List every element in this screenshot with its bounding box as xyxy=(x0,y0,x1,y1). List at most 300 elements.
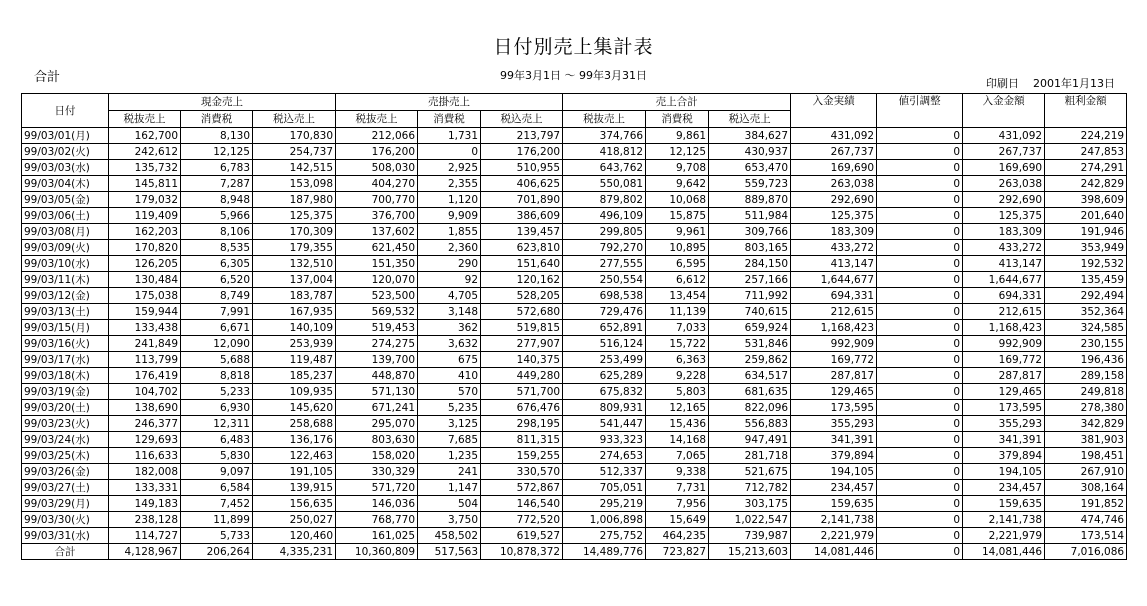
cell: 879,802 xyxy=(563,192,646,208)
cell: 384,627 xyxy=(709,128,791,144)
cell: 676,476 xyxy=(481,400,563,416)
cell: 167,935 xyxy=(253,304,336,320)
cell: 275,752 xyxy=(563,528,646,544)
cell: 324,585 xyxy=(1045,320,1127,336)
cell: 889,870 xyxy=(709,192,791,208)
cell: 109,935 xyxy=(253,384,336,400)
cell: 6,584 xyxy=(181,480,253,496)
cell: 330,570 xyxy=(481,464,563,480)
cell: 0 xyxy=(418,144,481,160)
cell: 151,640 xyxy=(481,256,563,272)
cell: 0 xyxy=(877,352,963,368)
cell: 1,644,677 xyxy=(791,272,877,288)
row-date: 99/03/12(金) xyxy=(22,288,109,304)
print-date-value: 2001年1月13日 xyxy=(1033,77,1115,90)
cell: 6,930 xyxy=(181,400,253,416)
cell: 187,980 xyxy=(253,192,336,208)
cell: 139,915 xyxy=(253,480,336,496)
cell: 253,939 xyxy=(253,336,336,352)
table-row xyxy=(22,160,1127,176)
cell: 212,066 xyxy=(336,128,418,144)
table-row xyxy=(22,416,1127,432)
cell: 406,625 xyxy=(481,176,563,192)
cell: 9,961 xyxy=(646,224,709,240)
cell: 7,033 xyxy=(646,320,709,336)
cell: 192,532 xyxy=(1045,256,1127,272)
cell: 3,632 xyxy=(418,336,481,352)
cell: 287,817 xyxy=(791,368,877,384)
cell: 0 xyxy=(877,288,963,304)
cell: 119,409 xyxy=(109,208,181,224)
cell: 161,025 xyxy=(336,528,418,544)
cell: 254,737 xyxy=(253,144,336,160)
header-discount: 値引調整 xyxy=(877,94,963,128)
table-row xyxy=(22,320,1127,336)
cell: 1,120 xyxy=(418,192,481,208)
cell: 242,612 xyxy=(109,144,181,160)
cell: 2,141,738 xyxy=(963,512,1045,528)
cell: 191,946 xyxy=(1045,224,1127,240)
cell: 308,164 xyxy=(1045,480,1127,496)
cell: 7,685 xyxy=(418,432,481,448)
row-date: 99/03/26(金) xyxy=(22,464,109,480)
cell: 341,391 xyxy=(963,432,1045,448)
cell: 0 xyxy=(877,208,963,224)
cell: 571,720 xyxy=(336,480,418,496)
cell: 386,609 xyxy=(481,208,563,224)
cell: 458,502 xyxy=(418,528,481,544)
cell: 379,894 xyxy=(791,448,877,464)
cell: 263,038 xyxy=(963,176,1045,192)
row-date: 99/03/18(木) xyxy=(22,368,109,384)
cell: 238,128 xyxy=(109,512,181,528)
cell: 7,065 xyxy=(646,448,709,464)
cell: 0 xyxy=(877,304,963,320)
cell: 284,150 xyxy=(709,256,791,272)
cell: 0 xyxy=(877,432,963,448)
period-range xyxy=(0,67,1147,83)
cell: 559,723 xyxy=(709,176,791,192)
cell: 295,219 xyxy=(563,496,646,512)
cell: 8,818 xyxy=(181,368,253,384)
cell: 413,147 xyxy=(963,256,1045,272)
table-row xyxy=(22,512,1127,528)
cell: 803,165 xyxy=(709,240,791,256)
cell: 11,139 xyxy=(646,304,709,320)
cell: 130,484 xyxy=(109,272,181,288)
header-credit-sales: 売掛売上 xyxy=(336,94,563,111)
cell: 0 xyxy=(877,192,963,208)
cell: 162,700 xyxy=(109,128,181,144)
row-date: 99/03/25(木) xyxy=(22,448,109,464)
row-date: 99/03/01(月) xyxy=(22,128,109,144)
cell: 12,090 xyxy=(181,336,253,352)
row-date: 99/03/29(月) xyxy=(22,496,109,512)
cell: 418,812 xyxy=(563,144,646,160)
cell: 5,235 xyxy=(418,400,481,416)
cell: 169,690 xyxy=(963,160,1045,176)
cell: 132,510 xyxy=(253,256,336,272)
cell: 947,491 xyxy=(709,432,791,448)
cell: 156,635 xyxy=(253,496,336,512)
cell: 355,293 xyxy=(963,416,1045,432)
row-date: 99/03/27(土) xyxy=(22,480,109,496)
cell: 352,364 xyxy=(1045,304,1127,320)
cell: 556,883 xyxy=(709,416,791,432)
row-date: 99/03/15(月) xyxy=(22,320,109,336)
cell: 137,602 xyxy=(336,224,418,240)
cell: 14,168 xyxy=(646,432,709,448)
cell: 125,375 xyxy=(963,208,1045,224)
cell: 5,233 xyxy=(181,384,253,400)
subheader-tax: 消費税 xyxy=(646,111,709,128)
print-date xyxy=(986,75,1115,91)
row-date: 99/03/02(火) xyxy=(22,144,109,160)
cell: 159,944 xyxy=(109,304,181,320)
cell: 5,803 xyxy=(646,384,709,400)
cell: 224,219 xyxy=(1045,128,1127,144)
cell: 517,563 xyxy=(418,544,481,560)
table-row xyxy=(22,400,1127,416)
cell: 120,460 xyxy=(253,528,336,544)
cell: 158,020 xyxy=(336,448,418,464)
cell: 12,165 xyxy=(646,400,709,416)
cell: 3,148 xyxy=(418,304,481,320)
cell: 277,555 xyxy=(563,256,646,272)
cell: 129,465 xyxy=(791,384,877,400)
sales-summary-table xyxy=(21,93,1127,560)
cell: 4,705 xyxy=(418,288,481,304)
cell: 139,700 xyxy=(336,352,418,368)
cell: 179,032 xyxy=(109,192,181,208)
cell: 249,818 xyxy=(1045,384,1127,400)
cell: 531,846 xyxy=(709,336,791,352)
cell: 341,391 xyxy=(791,432,877,448)
cell: 521,675 xyxy=(709,464,791,480)
cell: 2,141,738 xyxy=(791,512,877,528)
cell: 196,436 xyxy=(1045,352,1127,368)
cell: 292,494 xyxy=(1045,288,1127,304)
cell: 0 xyxy=(877,160,963,176)
cell: 431,092 xyxy=(963,128,1045,144)
cell: 0 xyxy=(877,128,963,144)
cell: 822,096 xyxy=(709,400,791,416)
cell: 162,203 xyxy=(109,224,181,240)
cell: 675,832 xyxy=(563,384,646,400)
period-separator: ～ xyxy=(564,69,576,82)
cell: 572,867 xyxy=(481,480,563,496)
table-row xyxy=(22,224,1127,240)
table-row xyxy=(22,240,1127,256)
cell: 234,457 xyxy=(791,480,877,496)
cell: 159,635 xyxy=(791,496,877,512)
cell: 246,377 xyxy=(109,416,181,432)
cell: 6,520 xyxy=(181,272,253,288)
header-total-sales: 売上合計 xyxy=(563,94,791,111)
cell: 194,105 xyxy=(963,464,1045,480)
cell: 0 xyxy=(877,240,963,256)
row-date: 99/03/08(月) xyxy=(22,224,109,240)
subheader-tax: 消費税 xyxy=(418,111,481,128)
cell: 213,797 xyxy=(481,128,563,144)
cell: 7,731 xyxy=(646,480,709,496)
cell: 355,293 xyxy=(791,416,877,432)
cell: 253,499 xyxy=(563,352,646,368)
cell: 571,130 xyxy=(336,384,418,400)
cell: 353,949 xyxy=(1045,240,1127,256)
cell: 126,205 xyxy=(109,256,181,272)
cell: 6,363 xyxy=(646,352,709,368)
cell: 621,450 xyxy=(336,240,418,256)
cell: 634,517 xyxy=(709,368,791,384)
cell: 14,081,446 xyxy=(791,544,877,560)
cell: 133,331 xyxy=(109,480,181,496)
cell: 0 xyxy=(877,448,963,464)
cell: 191,852 xyxy=(1045,496,1127,512)
cell: 257,166 xyxy=(709,272,791,288)
row-date: 99/03/30(火) xyxy=(22,512,109,528)
cell: 140,109 xyxy=(253,320,336,336)
cell: 768,770 xyxy=(336,512,418,528)
cell: 173,595 xyxy=(791,400,877,416)
cell: 4,335,231 xyxy=(253,544,336,560)
table-row xyxy=(22,368,1127,384)
subheader-pretax: 税抜売上 xyxy=(336,111,418,128)
cell: 381,903 xyxy=(1045,432,1127,448)
cell: 0 xyxy=(877,176,963,192)
cell: 7,452 xyxy=(181,496,253,512)
cell: 206,264 xyxy=(181,544,253,560)
cell: 212,615 xyxy=(791,304,877,320)
cell: 6,783 xyxy=(181,160,253,176)
cell: 653,470 xyxy=(709,160,791,176)
cell: 92 xyxy=(418,272,481,288)
cell: 267,910 xyxy=(1045,464,1127,480)
cell: 2,221,979 xyxy=(963,528,1045,544)
cell: 182,008 xyxy=(109,464,181,480)
cell: 169,772 xyxy=(963,352,1045,368)
header-gross-profit: 粗利金額 xyxy=(1045,94,1127,128)
table-row xyxy=(22,384,1127,400)
cell: 496,109 xyxy=(563,208,646,224)
cell: 550,081 xyxy=(563,176,646,192)
cell: 569,532 xyxy=(336,304,418,320)
row-date: 99/03/09(火) xyxy=(22,240,109,256)
row-date: 99/03/10(水) xyxy=(22,256,109,272)
cell: 14,081,446 xyxy=(963,544,1045,560)
cell: 623,810 xyxy=(481,240,563,256)
cell: 671,241 xyxy=(336,400,418,416)
table-row xyxy=(22,288,1127,304)
cell: 675 xyxy=(418,352,481,368)
cell: 137,004 xyxy=(253,272,336,288)
cell: 4,128,967 xyxy=(109,544,181,560)
cell: 241,849 xyxy=(109,336,181,352)
row-date: 99/03/17(水) xyxy=(22,352,109,368)
scope-label: 合計 xyxy=(34,70,61,85)
cell: 10,360,809 xyxy=(336,544,418,560)
table-row xyxy=(22,192,1127,208)
cell: 711,992 xyxy=(709,288,791,304)
cell: 8,535 xyxy=(181,240,253,256)
cell: 12,125 xyxy=(181,144,253,160)
cell: 619,527 xyxy=(481,528,563,544)
cell: 116,633 xyxy=(109,448,181,464)
cell: 1,147 xyxy=(418,480,481,496)
cell: 287,817 xyxy=(963,368,1045,384)
cell: 6,305 xyxy=(181,256,253,272)
subheader-tax: 消費税 xyxy=(181,111,253,128)
cell: 14,489,776 xyxy=(563,544,646,560)
cell: 1,168,423 xyxy=(963,320,1045,336)
cell: 379,894 xyxy=(963,448,1045,464)
cell: 274,275 xyxy=(336,336,418,352)
row-date: 99/03/24(水) xyxy=(22,432,109,448)
cell: 0 xyxy=(877,400,963,416)
cell: 185,237 xyxy=(253,368,336,384)
cell: 277,907 xyxy=(481,336,563,352)
cell: 8,749 xyxy=(181,288,253,304)
cell: 274,653 xyxy=(563,448,646,464)
cell: 376,700 xyxy=(336,208,418,224)
table-row xyxy=(22,272,1127,288)
cell: 15,875 xyxy=(646,208,709,224)
row-date: 99/03/31(水) xyxy=(22,528,109,544)
cell: 504 xyxy=(418,496,481,512)
cell: 170,830 xyxy=(253,128,336,144)
header-cash-sales: 現金売上 xyxy=(109,94,336,111)
cell: 135,732 xyxy=(109,160,181,176)
cell: 2,221,979 xyxy=(791,528,877,544)
cell: 6,595 xyxy=(646,256,709,272)
subheader-taxincl: 税込売上 xyxy=(709,111,791,128)
cell: 3,125 xyxy=(418,416,481,432)
cell: 0 xyxy=(877,464,963,480)
cell: 413,147 xyxy=(791,256,877,272)
cell: 0 xyxy=(877,528,963,544)
cell: 694,331 xyxy=(791,288,877,304)
table-row xyxy=(22,496,1127,512)
cell: 198,451 xyxy=(1045,448,1127,464)
cell: 698,538 xyxy=(563,288,646,304)
cell: 0 xyxy=(877,384,963,400)
table-row xyxy=(22,352,1127,368)
cell: 258,688 xyxy=(253,416,336,432)
cell: 153,098 xyxy=(253,176,336,192)
cell: 149,183 xyxy=(109,496,181,512)
cell: 179,355 xyxy=(253,240,336,256)
cell: 516,124 xyxy=(563,336,646,352)
period-to: 99年3月31日 xyxy=(579,69,647,82)
cell: 274,291 xyxy=(1045,160,1127,176)
cell: 572,680 xyxy=(481,304,563,320)
cell: 299,805 xyxy=(563,224,646,240)
cell: 139,457 xyxy=(481,224,563,240)
cell: 809,931 xyxy=(563,400,646,416)
cell: 10,068 xyxy=(646,192,709,208)
cell: 528,205 xyxy=(481,288,563,304)
table-body xyxy=(22,128,1127,544)
cell: 8,130 xyxy=(181,128,253,144)
cell: 681,635 xyxy=(709,384,791,400)
cell: 0 xyxy=(877,368,963,384)
cell: 330,329 xyxy=(336,464,418,480)
table-row xyxy=(22,480,1127,496)
table-row xyxy=(22,464,1127,480)
cell: 120,162 xyxy=(481,272,563,288)
row-date: 99/03/23(火) xyxy=(22,416,109,432)
cell: 13,454 xyxy=(646,288,709,304)
table-row xyxy=(22,176,1127,192)
table-row xyxy=(22,448,1127,464)
cell: 1,235 xyxy=(418,448,481,464)
cell: 113,799 xyxy=(109,352,181,368)
header-deposit-amount: 入金金額 xyxy=(963,94,1045,128)
cell: 170,309 xyxy=(253,224,336,240)
cell: 7,991 xyxy=(181,304,253,320)
cell: 122,463 xyxy=(253,448,336,464)
cell: 140,375 xyxy=(481,352,563,368)
cell: 303,175 xyxy=(709,496,791,512)
cell: 0 xyxy=(877,336,963,352)
cell: 398,609 xyxy=(1045,192,1127,208)
cell: 712,782 xyxy=(709,480,791,496)
cell: 263,038 xyxy=(791,176,877,192)
cell: 114,727 xyxy=(109,528,181,544)
period-from: 99年3月1日 xyxy=(500,69,561,82)
cell: 292,690 xyxy=(963,192,1045,208)
cell: 151,350 xyxy=(336,256,418,272)
row-date: 99/03/20(土) xyxy=(22,400,109,416)
cell: 146,036 xyxy=(336,496,418,512)
cell: 0 xyxy=(877,544,963,560)
cell: 570 xyxy=(418,384,481,400)
cell: 811,315 xyxy=(481,432,563,448)
cell: 250,027 xyxy=(253,512,336,528)
table-row xyxy=(22,256,1127,272)
cell: 135,459 xyxy=(1045,272,1127,288)
cell: 625,289 xyxy=(563,368,646,384)
cell: 120,070 xyxy=(336,272,418,288)
table-row xyxy=(22,336,1127,352)
cell: 289,158 xyxy=(1045,368,1127,384)
cell: 992,909 xyxy=(963,336,1045,352)
cell: 992,909 xyxy=(791,336,877,352)
cell: 247,853 xyxy=(1045,144,1127,160)
cell: 10,895 xyxy=(646,240,709,256)
cell: 9,861 xyxy=(646,128,709,144)
cell: 295,070 xyxy=(336,416,418,432)
row-date: 99/03/13(土) xyxy=(22,304,109,320)
cell: 292,690 xyxy=(791,192,877,208)
report-title: 日付別売上集計表 xyxy=(493,36,654,58)
cell: 133,438 xyxy=(109,320,181,336)
cell: 7,956 xyxy=(646,496,709,512)
cell: 145,620 xyxy=(253,400,336,416)
cell: 230,155 xyxy=(1045,336,1127,352)
cell: 933,323 xyxy=(563,432,646,448)
cell: 511,984 xyxy=(709,208,791,224)
cell: 136,176 xyxy=(253,432,336,448)
table-row xyxy=(22,528,1127,544)
cell: 10,878,372 xyxy=(481,544,563,560)
cell: 0 xyxy=(877,512,963,528)
cell: 12,311 xyxy=(181,416,253,432)
cell: 278,380 xyxy=(1045,400,1127,416)
cell: 541,447 xyxy=(563,416,646,432)
cell: 129,693 xyxy=(109,432,181,448)
table-row xyxy=(22,144,1127,160)
